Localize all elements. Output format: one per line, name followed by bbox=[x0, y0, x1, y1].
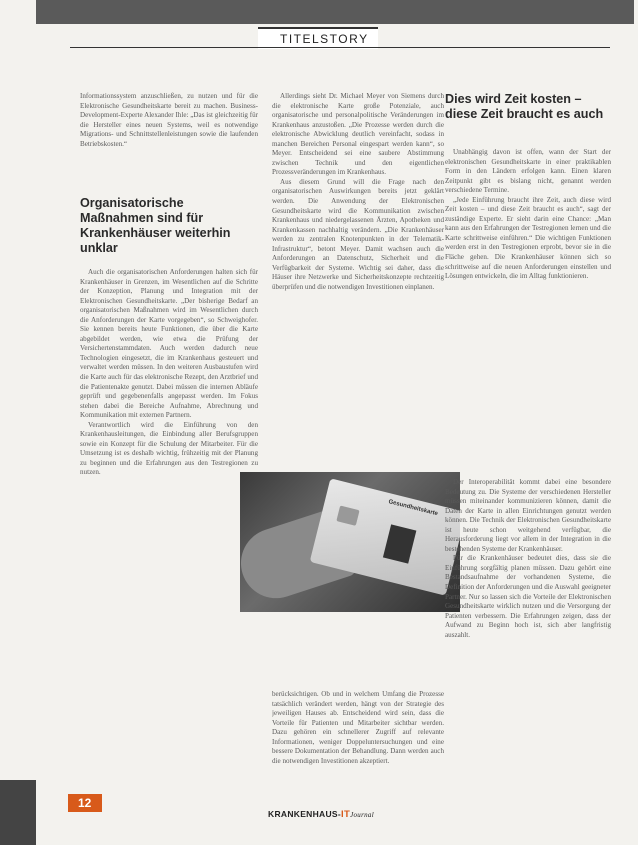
card-portrait bbox=[383, 524, 416, 563]
page-number: 12 bbox=[78, 796, 92, 810]
subheading-right: Dies wird Zeit kosten – diese Zeit braucht es auch bbox=[445, 92, 604, 121]
magazine-logo bbox=[268, 809, 374, 820]
logo-journal-text: Journal bbox=[350, 811, 374, 819]
paragraph: Informationssystem anzuschließen, zu nutzen und für die Elektronische Gesundheitskarte bereit zu machen. Business-Development-Experte Alexander Ihle: „Das ist gleichzeitig für die Hersteller eines neuen Systems, weil es notwendige Migrations- und Schnittstellenleistungen sowie die laufenden Betriebskosten.“ bbox=[80, 92, 258, 148]
paragraph: Allerdings sieht Dr. Michael Meyer von Siemens durch die elektronische Karte große Potenziale, auch organisatorische und personalpolitische Veränderungen im Krankenhaus anzustoßen. „Die Prozesse werden durch die elektronische Abwicklung deutlich vereinfacht, sodass in manchen Bereichen Personal eingespart werden kann“, so Meyer. Entscheidend sei eine saubere Abstimmung zwischen Technik und den eigentlichen Prozessveränderungen im Krankenhaus. bbox=[272, 92, 444, 177]
paragraph: berücksichtigen. Ob und in welchem Umfang die Prozesse tatsächlich verändert werden, hängt von der Strategie des jeweiligen Hauses ab. Entscheidend wird sein, dass die Vorteile für Patienten und Mitarbeiter sichtbar werden. Dazu gehören ein schnellerer Zugriff auf relevante Informationen, weniger Doppeluntersuchungen und eine bessere Dokumentation der Behandlung. Dann werden auch die notwendigen Investitionen akzeptiert. bbox=[272, 690, 444, 765]
logo-it-text: IT bbox=[341, 809, 351, 820]
paragraph: Auch die organisatorischen Anforderungen halten sich für Krankenhäuser in Grenzen, im Wesentlichen auf die Schritte der Konzeption, Planung und Integration mit der Elektronischen Gesundheitskarte. „Der bisherige Bedarf an organisatorischen Maßnahmen wird im Wesentlichen durch die Anforderungen der Karte vorgegeben“, so Schweighofer. Sie kennen bereits heute Funktionen, die über die Karte abgebildet werden, wie etwa die Prüfung der Versichertenstammdaten. Auch werden dadurch neue Technologien eingesetzt, die im Krankenhaus gesteuert und verwaltet werden müssen. In den weiteren Ausbaustufen wird die Karte auch für das elektronische Rezept, den Arztbrief und die Patientenakte genutzt. Dabei müssen die internen Abläufe geprüft und gegebenenfalls angepasst werden. Im Fokus stehen dabei die Bereiche Aufnahme, Abrechnung und Kommunikation mit externen Partnern. bbox=[80, 268, 258, 420]
logo-main-text: KRANKENHAUS- bbox=[268, 809, 342, 819]
top-gray-band bbox=[36, 0, 634, 24]
section-label: TITELSTORY bbox=[280, 32, 369, 46]
column-3-top bbox=[445, 148, 611, 478]
column-2-top bbox=[272, 92, 444, 480]
column-1-bottom bbox=[80, 268, 258, 808]
card-label: Gesundheitskarte bbox=[387, 499, 439, 518]
paragraph: Unabhängig davon ist offen, wann der Start der elektronischen Gesundheitskarte in einer praktikablen Form in den Ländern erfolgen kann. Einen klaren Zeitpunkt gibt es bislang nicht, genannt werden verschiedene Termine. bbox=[445, 148, 611, 195]
header-rule bbox=[70, 47, 610, 48]
paragraph: Verantwortlich wird die Einführung von den Krankenhausleitungen, die Einbindung aller Berufsgruppen sowie ein Konzept für die Schulung der Mitarbeiter. Für die Umsetzung ist es deshalb wichtig, frühzeitig mit der Planung zu beginnen und die Erfahrungen aus den Testregionen zu nutzen. bbox=[80, 420, 258, 477]
footer-left-band bbox=[0, 780, 36, 845]
column-2-bottom bbox=[272, 690, 444, 808]
card-chip-icon bbox=[336, 506, 359, 526]
paragraph: Für die Krankenhäuser bedeutet dies, dass sie die Einführung sorgfältig planen müssen. Dazu gehört eine Bestandsaufnahme der vorhandenen Systeme, die Definition der Anforderungen und die Auswahl geeigneter Partner. Nur so lassen sich die Vorteile der Elektronischen Gesundheitskarte wirklich nutzen und die Versorgung der Patienten verbessern. Die Erfahrungen zeigen, dass der Aufwand zu Beginn hoch ist, sich aber langfristig auszahlt. bbox=[445, 554, 611, 639]
column-1-top bbox=[80, 92, 258, 180]
paragraph: Der Interoperabilität kommt dabei eine besondere Bedeutung zu. Die Systeme der verschiedenen Hersteller müssen miteinander kommunizieren können, damit die Daten der Karte in allen Einrichtungen genutzt werden können. Die Technik der Elektronischen Gesundheitskarte ist heute schon weitgehend verfügbar, die Herausforderung liegt vor allem in der Integration in die bestehenden Systeme der Krankenhäuser. bbox=[445, 478, 611, 553]
health-card-photo bbox=[240, 472, 460, 612]
subheading-left: Organisatorische Maßnahmen sind für Krankenhäuser weiterhin unklar bbox=[80, 196, 231, 255]
paragraph: Aus diesem Grund will die Frage nach den organisatorischen Auswirkungen bereits jetzt geklärt werden. Die Anwendung der Elektronischen Gesundheitskarte wird die Kommunikation zwischen Krankenhaus und niedergelassenen Ärzten, Apotheken und Krankenkassen nachhaltig verändern. „Die Krankenhäuser werden zu zentralen Knotenpunkten in der Telematik-Infrastruktur“, betont Meyer. Damit wachsen auch die Anforderungen an Datenschutz, Sicherheit und die Verfügbarkeit der Systeme. Wichtig sei daher, dass die Häuser ihre Netzwerke und Sicherheitskonzepte rechtzeitig überprüfen und die notwendigen Investitionen einplanen. bbox=[272, 177, 444, 291]
column-3-bottom bbox=[445, 478, 611, 810]
paragraph: „Jede Einführung braucht ihre Zeit, auch diese wird Zeit kosten – und diese Zeit braucht es auch“, sagt der zuständige Experte. Er sieht darin eine Chance: „Man kann aus den Erfahrungen der Testregionen lernen und die Karte schrittweise einführen.“ Die wichtigen Funktionen werden erst in den Testregionen erprobt, bevor sie in die Fläche gehen. Die Krankenhäuser können sich so schrittweise auf die neuen Anforderungen einstellen und Lösungen entwickeln, die im Alltag funktionieren. bbox=[445, 195, 611, 281]
